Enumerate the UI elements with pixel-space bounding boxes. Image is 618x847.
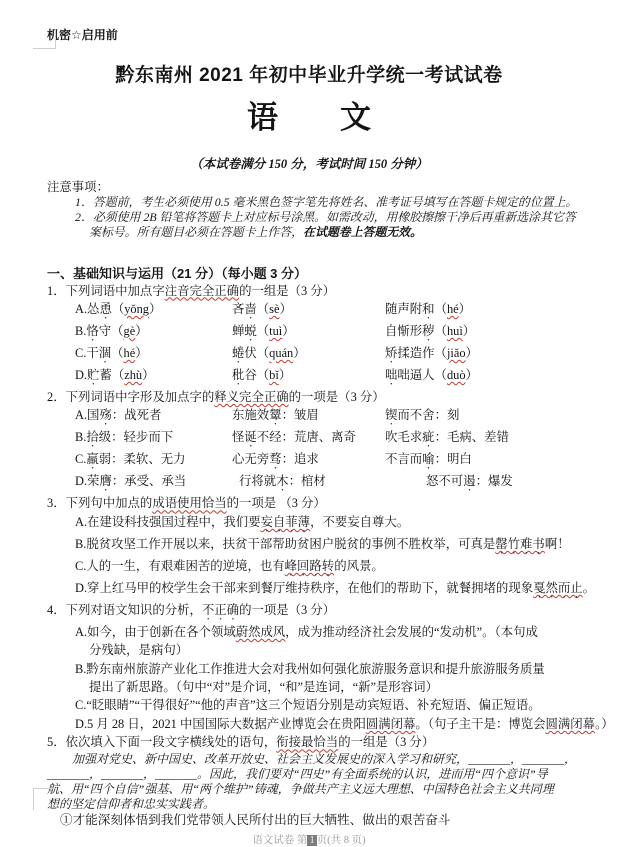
- q4-option-a-cont: 分残缺，是病句）: [89, 643, 189, 658]
- section-1-heading: 一、基础知识与运用（21 分）（每小题 3 分）: [47, 265, 308, 281]
- q2-a-col3: 锲而不舍：刻: [385, 408, 460, 423]
- notes-label: 注意事项：: [47, 180, 109, 194]
- q2-b-col3: 吹毛求疵：毛病、差错: [385, 430, 509, 445]
- q5-passage-line-3: 航、用“四个自信”强基、用“两个维护”铸魂，争做共产主义远大理想、中国特色社会主义共同理: [47, 782, 554, 797]
- exam-info-line: （本试卷满分 150 分，考试时间 150 分钟）: [190, 157, 428, 171]
- q1-a-col2: 吝啬（sè）: [232, 302, 292, 317]
- q2-row-a: [75, 406, 618, 428]
- q2-a-col1: A.国殇：战死者: [75, 408, 162, 423]
- q5-stem: 5．依次填入下面一段文字横线处的语句，衔接最恰当的一组是（3 分）: [47, 735, 435, 750]
- q2-row-d: [75, 472, 618, 494]
- q1-b-col1: B.恪守（gè）: [75, 324, 148, 339]
- q1-b-col3: 自惭形秽（huì）: [385, 324, 476, 339]
- q1-a-col3: 随声附和（hé）: [385, 302, 472, 317]
- q1-d-col2: 秕谷（bǐ）: [232, 368, 292, 383]
- q1-c-col3: 矫揉造作（jiǎo）: [385, 346, 478, 361]
- q4-option-d: D.5 月 28 日，2021 中国国际大数据产业博览会在贵阳圆满闭幕。（句子主干是：博览会圆满闭幕。）: [75, 716, 614, 731]
- page-footer: 语文试卷 第 1 页(共 8 页): [252, 835, 366, 847]
- q2-c-col2: 心无旁骛：追求: [232, 452, 319, 467]
- confidential-label: 机密☆启用前: [47, 28, 118, 42]
- crop-mark-bottom-left-icon: [33, 788, 56, 810]
- q2-a-col2: 东施效颦：皱眉: [232, 408, 319, 423]
- q4-option-c: C.“眨眼睛”“干得很好”“他的声音”这三个短语分别是动宾短语、补充短语、偏正短语。: [75, 698, 541, 713]
- q1-d-col3: 咄咄逼人（duò）: [385, 368, 478, 383]
- q5-passage-line-4: 想的坚定信仰者和忠实实践者。: [47, 797, 216, 812]
- q5-passage-line-1: 加强对党史、新中国史、改革开放史、社会主义发展史的深入学习和研究，_______，_______，: [72, 751, 577, 766]
- q5-sentence-1: ①才能深刻体悟到我们党带领人民所付出的巨大牺牲、做出的艰苦奋斗: [60, 813, 451, 828]
- q2-stem: 2．下列词语中字形及加点字的释义完全正确的一项是（3 分）: [47, 390, 385, 405]
- q1-row-d: [75, 366, 618, 388]
- q3-stem: 3．下列句中加点的成语使用恰当的一项是 （3 分）: [47, 496, 326, 511]
- q3-option-b: B.脱贫攻坚工作开展以来，扶贫干部帮助贫困户脱贫的事例不胜枚举，可真是罄竹难书啊！: [75, 536, 570, 551]
- note-line-1: 1．答题前，考生必须使用 0.5 毫米黑色签字笔先将姓名、准考证号填写在答题卡规定的位置上。: [75, 195, 578, 209]
- q1-row-c: [75, 344, 618, 366]
- q1-stem: 1．下列词语中加点字注音完全正确的一组是（3 分）: [47, 283, 336, 298]
- q1-c-col2: 蜷伏（quán）: [232, 346, 306, 361]
- crop-mark-top-left-icon: [33, 29, 56, 49]
- exam-paper-page: [0, 26, 618, 847]
- q1-a-col1: A.怂恿（yǒng）: [75, 302, 162, 317]
- q3-option-d: D.穿上红马甲的校学生会干部来到餐厅维持秩序，在他们的帮助下，就餐拥堵的现象戛然而止。: [75, 580, 596, 595]
- q2-d-col1: D.荣膺：承受、承当: [75, 474, 187, 489]
- note-line-2-cont: 案标号。所有题目必须在答题卡上作答，在试题卷上答题无效。: [89, 225, 422, 240]
- q2-c-col3: 不言而喻：明白: [385, 452, 472, 467]
- q2-d-col3: 怒不可遏：爆发: [426, 474, 513, 489]
- q1-c-col1: C.干涸（hé）: [75, 346, 148, 361]
- q2-b-col2: 怪诞不经：荒唐、离奇: [232, 430, 356, 445]
- q3-option-c: C.人的一生，有艰难困苦的逆境，也有峰回路转的风景。: [75, 558, 384, 573]
- q2-b-col1: B.拾级：轻步而下: [75, 430, 174, 445]
- exam-title: 黔东南州 2021 年初中毕业升学统一考试试卷: [115, 65, 503, 86]
- q4-option-a: A.如今，由于创新在各个领域蔚然成风，成为推动经济社会发展的“发动机”。（本句成: [75, 624, 538, 639]
- subject-title: 语 文: [247, 100, 371, 135]
- q4-option-b: B.黔东南州旅游产业化工作推进大会对我州如何强化旅游服务意识和提升旅游服务质量: [75, 661, 545, 676]
- q1-d-col1: D.贮蓄（zhù）: [75, 368, 155, 383]
- q5-passage-line-2: _______，_______，_______。因此，我们要对“四史”有全面系统的认识，进而用“四个意识”导: [47, 766, 548, 781]
- q4-stem: 4．下列对语文知识的分析，不正确的一项是（3 分）: [47, 602, 336, 617]
- q4-option-b-cont: 提出了新思路。（句中“对”是介词，“和”是连词，“新”是形容词）: [89, 680, 438, 695]
- q1-row-b: [75, 322, 618, 344]
- q1-b-col2: 蝉蜕（tuì）: [232, 324, 295, 339]
- q2-c-col1: C.羸弱：柔软、无力: [75, 452, 186, 467]
- q2-row-c: [75, 450, 618, 472]
- q2-d-col2: 行将就木：棺材: [239, 474, 326, 489]
- q3-option-a: A.在建设科技强国过程中，我们要妄自菲薄，不要妄自尊大。: [75, 514, 410, 529]
- q2-row-b: [75, 428, 618, 450]
- q1-row-a: [75, 300, 618, 322]
- note-line-2: 2．必须使用 2B 铅笔将答题卡上对应标号涂黑。如需改动，用橡胶擦擦干净后再重新选涂其它答: [75, 210, 576, 225]
